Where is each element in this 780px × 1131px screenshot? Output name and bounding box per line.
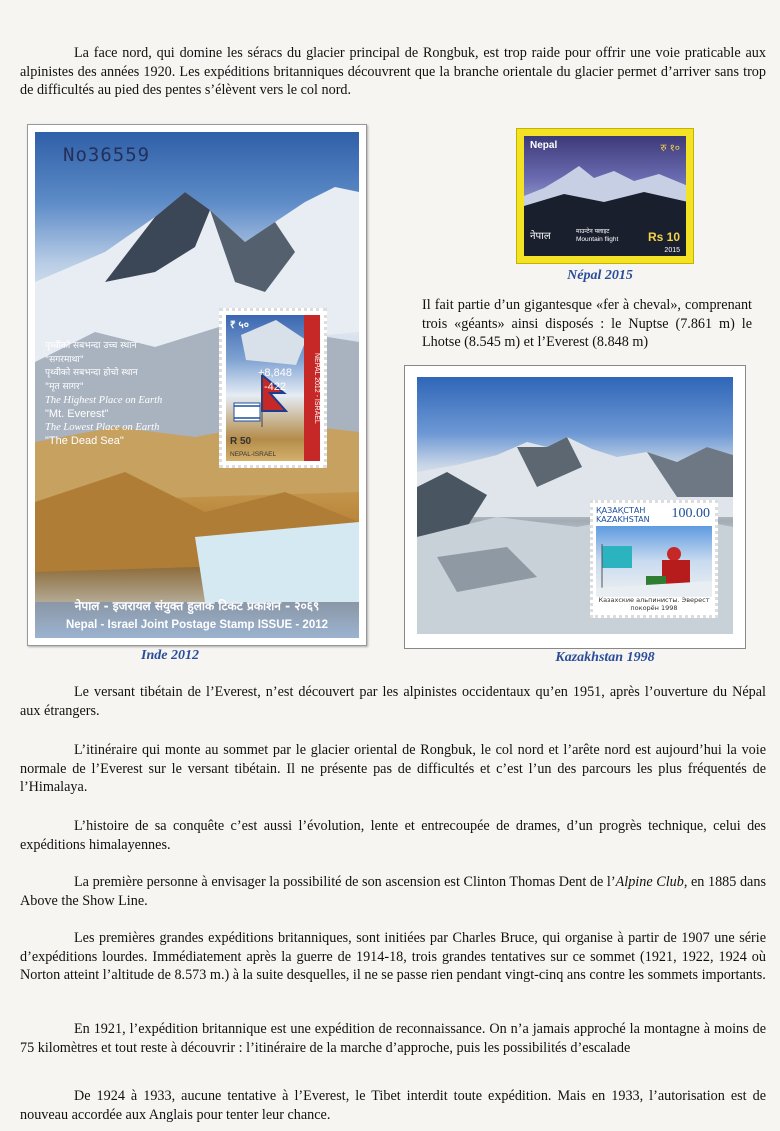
- english-line-1b: "Mt. Everest": [45, 407, 109, 420]
- kaz-value: 100.00: [671, 506, 710, 521]
- paragraph-conquest-history: L’histoire de sa conquête c’est aussi l’évolution, lente et entrecoupée de drames, d’un progrès technique, celui des expéditions himalayennes.: [20, 818, 766, 853]
- hindi-line-2b: "मृत सागर": [45, 381, 84, 392]
- india-sheet-inscription: [45, 340, 215, 448]
- kaz-country-2: KAZAKHSTAN: [596, 515, 650, 524]
- paragraph-normal-route: L’itinéraire qui monte au sommet par le glacier oriental de Rongbuk, le col nord et l’arête nord est aujourd’hui la voie normale de l’Everest sur le versant tibétain. Il ne présente pas de difficultés et c’est l’un des parcours les plus fréquentés de l’Himalaya.: [20, 742, 766, 795]
- everest-north-photo: [417, 377, 733, 634]
- caption-india: Inde 2012: [141, 648, 199, 663]
- stamp-red-band: NEPAL 2012 - ISRAEL: [304, 315, 320, 461]
- caption-nepal: Népal 2015: [567, 268, 633, 283]
- stamp-value: R 50: [230, 436, 252, 447]
- nepal-2015-stamp: [516, 128, 694, 264]
- paragraph-1924-1933: De 1924 à 1933, aucune tentative à l’Everest, le Tibet interdit toute expédition. Mais en 1933, l’autorisation est de nouveau accordée aux Anglais pour tenter leur chance.: [20, 1088, 766, 1123]
- nepal-stamp-year: 2015: [664, 247, 680, 254]
- paragraph-tibetan-side: Le versant tibétain de l’Everest, n’est découvert par les alpinistes occidentaux qu’en 1951, après l’ouverture du Népal aux étrangers.: [20, 684, 766, 719]
- kaz-stamp-caption: [596, 596, 712, 612]
- hindi-line-2: पृथ्वीको सबभन्दा होचो स्थान: [45, 368, 138, 378]
- english-line-2: The Lowest Place on Earth: [45, 422, 160, 433]
- p6-text-a: La première personne à envisager la possibilité de son ascension est Clinton Thomas Dent de l’: [74, 874, 616, 890]
- everest-photo: [35, 132, 359, 638]
- kaz-caption-year: 1998: [661, 604, 678, 612]
- hindi-line-1b: "सगरमाथा": [45, 354, 84, 365]
- paragraph-north-face: La face nord, qui domine les séracs du glacier principal de Rongbuk, est trop raide pour offrir une voie praticable aux alpinistes des années 1920. Les expéditions britanniques découvrent que la branche orientale du glacier permet d’arriver sans trop de difficultés au pied des pentes s’élèvent vers le col nord.: [20, 45, 766, 98]
- nepal-stamp-subtitle-np: माउन्टेन फ्लाइट: [576, 228, 610, 235]
- nepal-israel-stamp: [219, 308, 327, 468]
- banner-nepali: नेपाल - इजरायल संयुक्त हुलाक टिकट प्रकाशन - २०६९: [74, 599, 320, 613]
- nepal-stamp-country: Nepal: [530, 140, 558, 151]
- english-line-1: The Highest Place on Earth: [45, 395, 163, 406]
- banner-english: Nepal - Israel Joint Postage Stamp ISSUE - 2012: [65, 619, 329, 631]
- stamp-value-top: ₹ ५०: [230, 320, 249, 331]
- nepal-stamp-value: Rs 10: [647, 230, 680, 244]
- climber-illustration: [596, 526, 712, 597]
- paragraph-british-expeditions: Les premières grandes expéditions britanniques, sont initiées par Charles Bruce, qui organise à partir de 1907 une série d’expéditions lourdes. Immédiatement après la guerre de 1914-18, trois grandes tentatives sur ce sommet (1921, 1922, 1924 où Norton atteint l’altitude de 8.573 m.) à la suite desquelles, il ne se passe rien pendant vingt-cinq ans contre les sommets importants.: [20, 930, 766, 983]
- nepal-stamp-value-np: रु १०: [660, 143, 680, 154]
- kaz-country-1: ҚАЗАҚСТАН: [596, 506, 646, 515]
- paragraph-first-person: [20, 873, 766, 910]
- stamp-country: NEPAL-ISRAEL: [230, 451, 277, 458]
- serial-number: No36559: [63, 144, 151, 166]
- kaz-caption-text: Казахские альпинисты. Эверест покорён: [598, 596, 710, 612]
- india-2012-souvenir-sheet: [27, 124, 367, 646]
- p6-alpine-club: Alpine Club: [615, 874, 684, 890]
- caption-kazakhstan: Kazakhstan 1998: [555, 650, 655, 665]
- nepal-stamp-country-np: नेपाल: [530, 231, 551, 242]
- kazakhstan-stamp: [590, 500, 718, 618]
- p6-text-b: , en 1885 dans Above the Show Line.: [20, 874, 766, 909]
- english-line-2b: "The Dead Sea": [45, 434, 124, 447]
- kazakhstan-1998-souvenir-sheet: [404, 365, 746, 649]
- nepal-stamp-subtitle: Mountain flight: [576, 236, 619, 243]
- stamp-altitude-plus: +8,848: [258, 367, 292, 379]
- hindi-line-1: पृथ्वीको सबभन्दा उच्च स्थान: [45, 341, 137, 351]
- paragraph-1921-reconnaissance: En 1921, l’expédition britannique est une expédition de reconnaissance. On n’a jamais approché la montagne à moins de 75 kilomètres et tout reste à découvrir : l’itinéraire de la marche d’approche, puis les possibilités d’escalade: [20, 1021, 766, 1056]
- stamp-altitude-minus: -422: [264, 381, 287, 393]
- paragraph-horseshoe: Il fait partie d’un gigantesque «fer à cheval», comprenant trois «géants» ainsi disposés : le Nuptse (7.861 m) le Lhotse (8.545 m) et l’Everest (8.848 m): [422, 297, 752, 350]
